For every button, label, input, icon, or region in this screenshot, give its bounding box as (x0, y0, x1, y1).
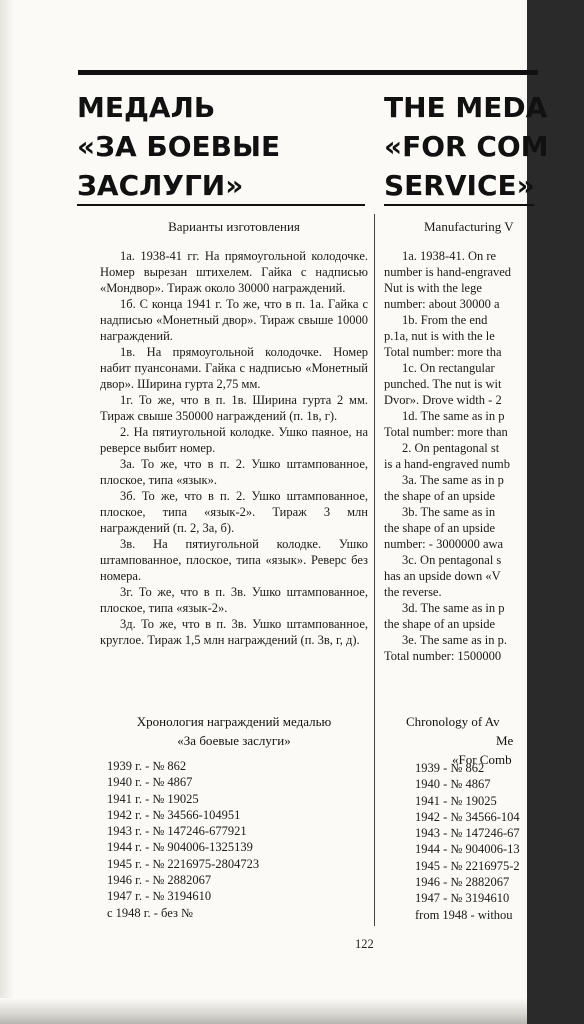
english-variant-line: is a hand-engraved numb (384, 457, 511, 471)
english-variant-line: 3b. The same as in (402, 505, 496, 519)
top-rule (78, 70, 538, 75)
english-variant-line: 3c. On pentagonal s (402, 553, 502, 567)
chronology-entry: 1941 г. - № 19025 (107, 791, 199, 806)
english-chronology-title-line: Me (496, 733, 514, 748)
english-variant-line: Dvor». Drove width - 2 (384, 393, 502, 407)
english-variant-line: number: about 30000 a (384, 297, 500, 311)
english-heading-line: «FOR COM (384, 130, 549, 163)
chronology-entry: с 1948 г. - без № (107, 905, 193, 920)
english-variant-line: punched. The nut is wit (384, 377, 502, 391)
russian-variant-paragraph: 1б. С конца 1941 г. То же, что в п. 1а. Гайка с надписью «Монетный двор». Тираж свыше 10000 награждений. (100, 297, 368, 343)
page-bottom-edge (0, 998, 527, 1024)
english-chronology-title-line: Chronology of Av (406, 714, 500, 729)
russian-variant-paragraph: 1г. То же, что в п. 1в. Ширина гурта 2 мм. Тираж свыше 350000 награждений (п. 1в, г). (100, 393, 368, 423)
english-variant-line: the reverse. (384, 585, 442, 599)
russian-chronology-list (107, 758, 259, 921)
chronology-entry: 1941 - № 19025 (415, 793, 497, 808)
english-variant-line: number: - 3000000 awa (384, 537, 504, 551)
russian-chronology-title-line: Хронология награждений медалью (136, 714, 332, 729)
english-variant-line: Nut is with the lege (384, 281, 482, 295)
russian-variant-paragraph: 1а. 1938-41 гг. На прямоугольной колодочке. Номер вырезан штихелем. Гайка с надписью «Мондвор». Тираж около 30000 награждений. (100, 249, 368, 295)
russian-variant-paragraph: 3д. То же, что в п. 3в. Ушко штампованное, круглое. Тираж 1,5 млн награждений (п. 3в, г, д). (100, 617, 368, 647)
chronology-entry: 1939 г. - № 862 (107, 759, 187, 773)
chronology-entry: 1946 г. - № 2882067 (107, 873, 212, 888)
english-variant-line: has an upside down «V (384, 569, 501, 583)
russian-variant-paragraph: 1в. На прямоугольной колодочке. Номер набит пуансонами. Гайка с надписью «Монетный двор». Ширина гурта 2,75 мм. (100, 345, 368, 391)
page-number: 122 (355, 937, 374, 951)
english-variants-title: Manufacturing V (424, 219, 514, 234)
russian-variants-column (100, 219, 368, 648)
russian-heading-line: МЕДАЛЬ (77, 91, 216, 124)
russian-heading-line: «ЗА БОЕВЫЕ (77, 130, 281, 163)
chronology-entry: 1944 г. - № 904006-1325139 (107, 840, 253, 855)
chronology-entry: 1939 - № 862 (415, 761, 485, 775)
english-heading-rule (384, 204, 534, 206)
chronology-entry: 1942 - № 34566-104 (415, 809, 520, 824)
chronology-entry: from 1948 - withou (415, 907, 513, 922)
chronology-entry: 1947 - № 3194610 (415, 891, 510, 906)
page-spine-shadow (0, 0, 14, 1024)
english-variants-column (384, 219, 584, 664)
russian-chronology-title-line: «За боевые заслуги» (177, 733, 291, 748)
english-variant-line: p.1a, nut is with the le (384, 329, 495, 343)
english-variant-line: 2. On pentagonal st (402, 441, 500, 455)
english-variant-line: 3e. The same as in p. (402, 633, 507, 647)
english-variant-line: number is hand-engraved (384, 265, 512, 279)
english-variant-line: 1a. 1938-41. On re (402, 249, 497, 263)
russian-chronology-title (100, 712, 368, 750)
russian-variant-paragraph: 2. На пятиугольной колодке. Ушко паяное, на реверсе выбит номер. (100, 425, 368, 455)
chronology-entry: 1945 - № 2216975-2 (415, 858, 520, 873)
english-variant-line: the shape of an upside (384, 489, 496, 503)
english-variant-line: 3a. The same as in p (402, 473, 504, 487)
russian-variant-paragraph: 3б. То же, что в п. 2. Ушко штампованное, плоское, типа «язык-2». Тираж 3 млн награждений (п. 2, 3а, б). (100, 489, 368, 535)
english-variant-line: 1c. On rectangular (402, 361, 495, 375)
russian-variant-paragraph: 3в. На пятиугольной колодке. Ушко штампованное, плоское, типа «язык». Реверс без номера. (100, 537, 368, 583)
english-variant-line: the shape of an upside (384, 617, 496, 631)
chronology-entry: 1943 г. - № 147246-677921 (107, 824, 247, 839)
russian-variant-paragraph: 3а. То же, что в п. 2. Ушко штампованное, плоское, типа «язык». (100, 457, 368, 487)
chronology-entry: 1946 - № 2882067 (415, 875, 510, 890)
russian-variant-paragraph: 3г. То же, что в п. 3в. Ушко штампованное, плоское, типа «язык-2». (100, 585, 368, 615)
english-variant-lines (384, 248, 584, 664)
chronology-entry: 1944 - № 904006-13 (415, 842, 520, 857)
chronology-entry: 1945 г. - № 2216975-2804723 (107, 856, 260, 871)
english-heading-line: SERVICE» (384, 169, 535, 202)
russian-variants-title: Варианты изготовления (168, 219, 300, 234)
chronology-entry: 1940 - № 4867 (415, 777, 491, 792)
english-variant-line: Total number: 1500000 (384, 649, 502, 663)
chronology-entry: 1940 г. - № 4867 (107, 775, 193, 790)
english-chronology-title-line: «For Comb (452, 752, 512, 767)
russian-heading-line: ЗАСЛУГИ» (77, 169, 244, 202)
english-heading (384, 88, 549, 205)
english-variant-line: 1d. The same as in p (402, 409, 505, 423)
english-variant-line: 3d. The same as in p (402, 601, 505, 615)
chronology-entry: 1947 г. - № 3194610 (107, 889, 212, 904)
english-variant-line: Total number: more tha (384, 345, 502, 359)
chronology-entry: 1942 г. - № 34566-104951 (107, 807, 241, 822)
chronology-entry: 1943 - № 147246-67 (415, 826, 520, 841)
russian-heading (77, 88, 280, 205)
english-variant-line: Total number: more than (384, 425, 508, 439)
russian-heading-rule (77, 204, 365, 206)
english-variant-line: the shape of an upside (384, 521, 496, 535)
column-divider (374, 214, 375, 926)
english-variant-line: 1b. From the end (402, 313, 488, 327)
english-heading-line: THE MEDA (384, 91, 548, 124)
english-chronology-list (415, 760, 520, 923)
